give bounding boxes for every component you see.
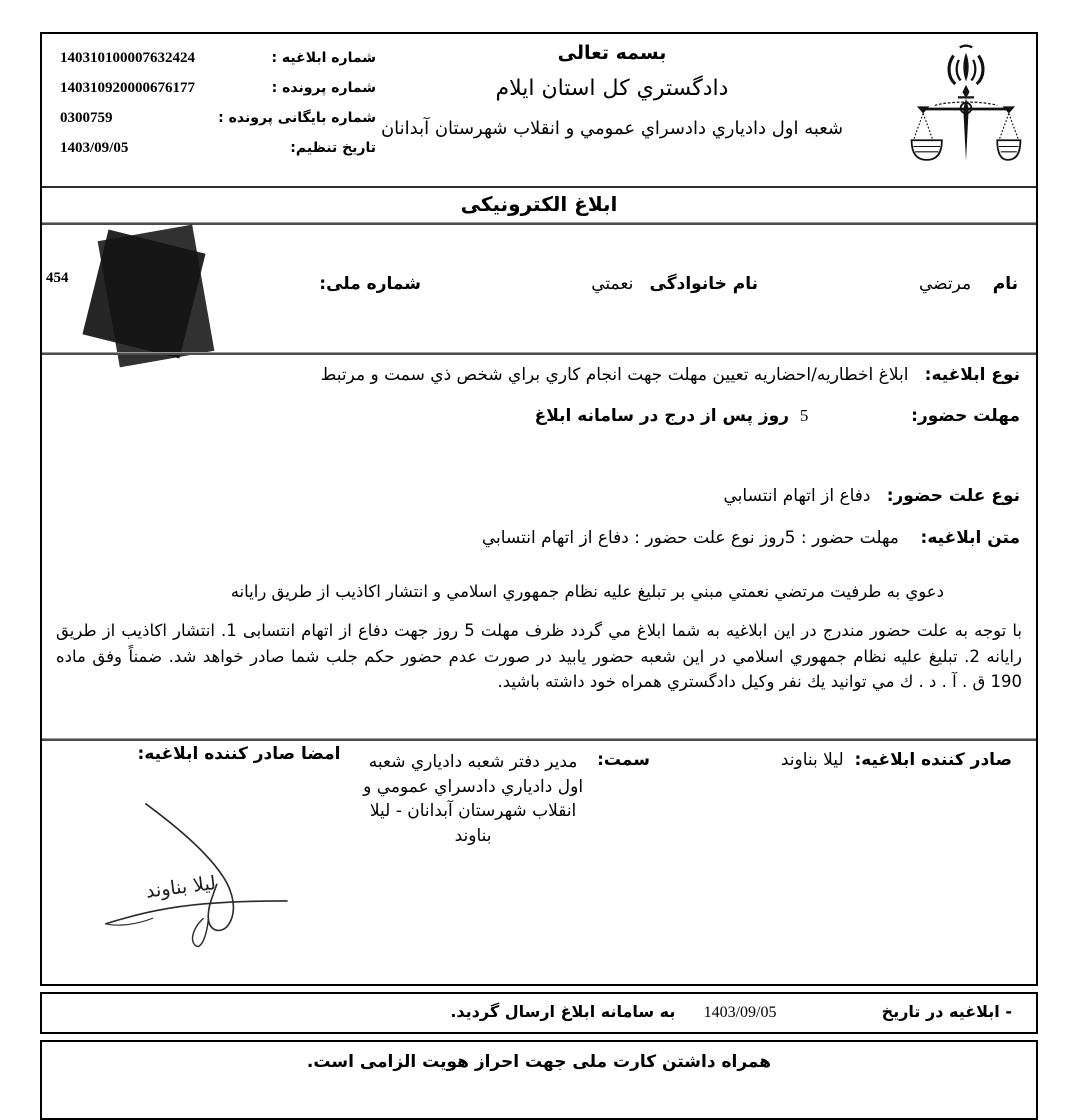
reason-value: دفاع از اتهام انتسابي [723, 486, 871, 506]
national-id-partial-value: 454 [46, 270, 69, 286]
notice-type-value: ابلاغ اخطاريه/احضاريه تعيين مهلت جهت انجام كاري براي شخص ذي سمت و مرتبط [320, 365, 909, 385]
id-requirement-box [40, 1040, 1038, 1120]
header-meta-fields [60, 50, 376, 170]
issuer-name-value: ليلا بناوند [780, 750, 844, 770]
sent-suffix: به سامانه ابلاغ ارسال گردید. [450, 1002, 676, 1021]
bismillah-text: بسمه تعالی [557, 42, 667, 64]
sent-date: 1403/09/05 [703, 1004, 777, 1021]
archive-number-label: شماره بایگانی پرونده : [218, 110, 376, 126]
meta-row-archive-number [60, 110, 376, 127]
archive-number-value: 0300759 [60, 110, 113, 126]
issuer-label: صادر كننده ابلاغيه: [854, 750, 1012, 770]
notice-text-label: متن ابلاغیه: [920, 528, 1020, 548]
header-divider-line [42, 186, 1036, 188]
notice-number-label: شماره ابلاغیه : [271, 50, 376, 66]
reason-label: نوع علت حضور: [886, 486, 1020, 506]
notice-text-value: مهلت حضور : 5روز نوع علت حضور : دفاع از اتهام انتسابي [481, 528, 899, 548]
deadline-suffix: روز پس از درج در سامانه ابلاغ [534, 406, 790, 426]
national-id-group [319, 274, 421, 294]
notice-text-row [482, 528, 1020, 548]
case-description-line: دعوي به طرفيت مرتضي نعمتي مبني بر تبليغ عليه نظام جمهوري اسلامي و انتشار اكاذيب از طريق رايانه [230, 582, 944, 601]
signature-label: امضا صادر كننده ابلاغيه: [137, 744, 341, 764]
case-number-value: 140310920000676177 [60, 80, 195, 96]
handwritten-signature-image [90, 786, 300, 971]
notice-body-paragraph: با توجه به علت حضور مندرج در اين ابلاغيه به شما ابلاغ مي گردد ظرف مهلت 5 روز جهت دفاع از اتهام انتسابی 1. انتشار اكاذيب از طريق رايانه 2. تبليغ عليه نظام جمهوري اسلامي در اين شعبه حضور يابيد در صورت عدم حضور حكم جلب شما صادر خواهد شد. ضمناً وفق ماده 190 ق . آ . د . ك مي توانيد يك نفر وكيل دادگستري همراه خود داشته باشيد. [56, 621, 1022, 692]
notice-number-value: 140310100007632424 [60, 50, 195, 66]
sent-confirmation-line [450, 1002, 1012, 1022]
position-group [359, 750, 650, 849]
branch-title: شعبه اول دادياري دادسراي عمومي و انقلاب شهرستان آبدانان [380, 118, 844, 139]
issue-date-label: تاریخ تنظیم: [290, 140, 376, 156]
last-name-label: نام خانوادگی [649, 274, 758, 294]
national-id-label: شماره ملی: [319, 274, 421, 294]
deadline-days-value: 5 [799, 406, 809, 425]
redaction-box-2 [98, 225, 215, 368]
document-title: ابلاغ الکترونیکی [460, 192, 618, 216]
section-divider-2 [42, 738, 1036, 741]
reason-row [723, 486, 1020, 506]
deadline-row [535, 406, 1020, 426]
position-label: سمت: [597, 750, 650, 770]
org-title: دادگستري كل استان ايلام [495, 76, 729, 101]
signature-caption-group [94, 744, 384, 764]
signature-handwritten-name: ليلا بناوند [144, 871, 218, 903]
meta-row-notice-number [60, 50, 376, 67]
notice-type-label: نوع ابلاغیه: [924, 365, 1020, 385]
notice-type-row [58, 365, 1020, 385]
last-name-group [591, 274, 758, 294]
meta-row-case-number [60, 80, 376, 97]
sent-prefix: - ابلاغیه در تاریخ [881, 1002, 1012, 1021]
first-name-label: نام [992, 274, 1018, 294]
id-requirement-note: همراه داشتن کارت ملی جهت احراز هویت الزامی است. [306, 1052, 772, 1072]
last-name-value: نعمتي [591, 274, 634, 294]
case-number-label: شماره پرونده : [271, 80, 376, 96]
judiciary-scales-logo-icon [908, 36, 1024, 182]
header-titles [377, 40, 847, 141]
section-divider-1 [42, 352, 1036, 355]
sent-confirmation-box [40, 992, 1038, 1034]
issuer-group [781, 750, 1012, 770]
meta-row-issue-date [60, 140, 376, 157]
first-name-group [919, 274, 1018, 294]
position-value: مدير دفتر شعبه دادياري شعبه اول دادياري دادسراي عمومي و انقلاب شهرستان آبدانان - ليلا بناوند [363, 752, 584, 846]
first-name-value: مرتضي [919, 274, 972, 294]
deadline-label: مهلت حضور: [911, 406, 1020, 426]
issue-date-value: 1403/09/05 [60, 140, 129, 156]
document-frame [40, 32, 1038, 986]
